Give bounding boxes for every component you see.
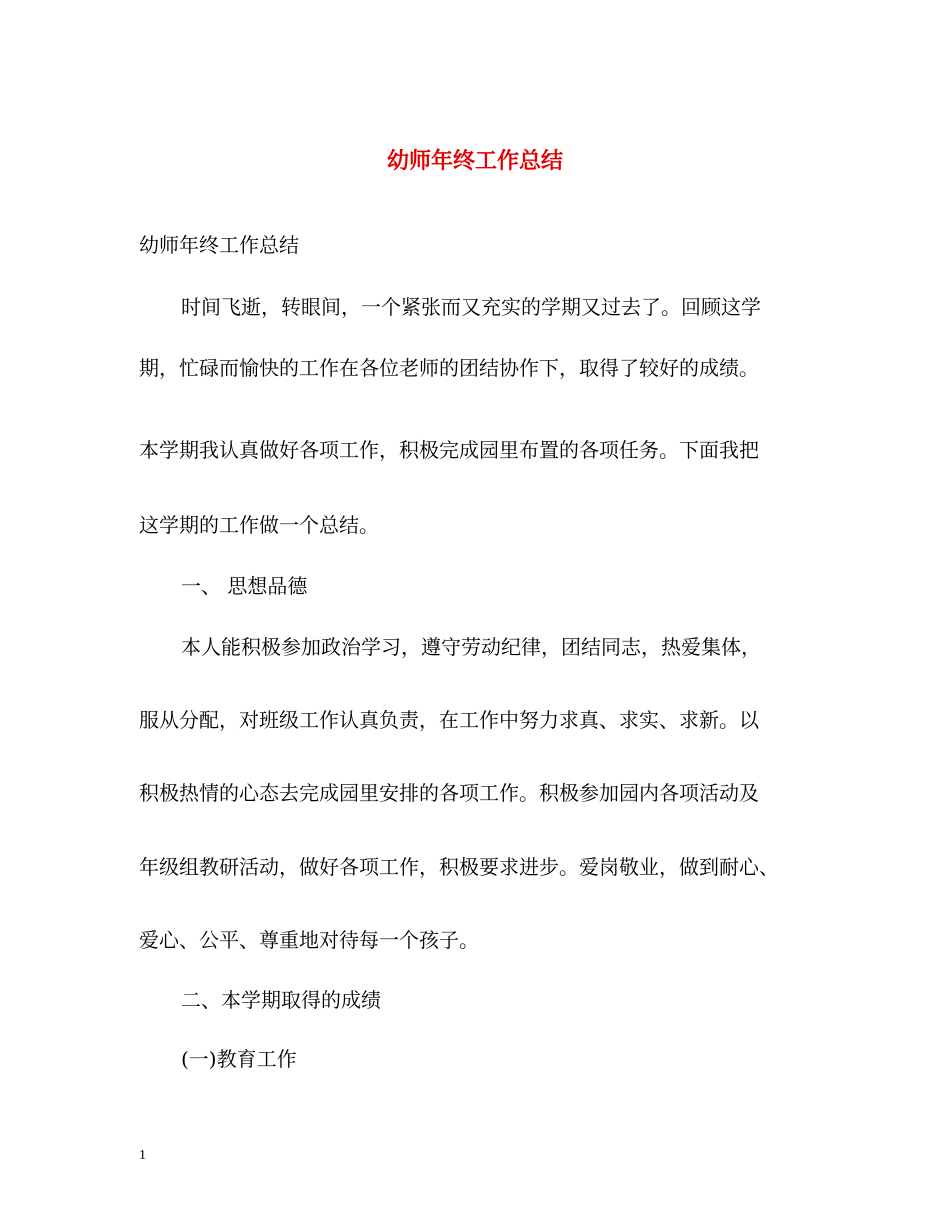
page-number: 1 (139, 1148, 146, 1163)
paragraph-line: 年级组教研活动，做好各项工作，积极要求进步。爱岗敬业，做到耐心、 (139, 855, 779, 879)
section-heading: 二、本学期取得的成绩 (181, 988, 381, 1012)
paragraph-line: 本学期我认真做好各项工作，积极完成园里布置的各项任务。下面我把 (139, 438, 759, 462)
paragraph-line: 时间飞逝，转眼间，一个紧张而又充实的学期又过去了。回顾这学 (181, 295, 761, 319)
paragraph-line: 积极热情的心态去完成园里安排的各项工作。积极参加园内各项活动及 (139, 781, 759, 805)
paragraph-line: 爱心、公平、尊重地对待每一个孩子。 (139, 928, 479, 952)
paragraph-line: 期，忙碌而愉快的工作在各位老师的团结协作下，取得了较好的成绩。 (139, 356, 759, 380)
subsection-heading: (一)教育工作 (181, 1047, 297, 1071)
document-subtitle: 幼师年终工作总结 (139, 233, 299, 257)
paragraph-line: 这学期的工作做一个总结。 (139, 513, 379, 537)
paragraph-line: 服从分配，对班级工作认真负责，在工作中努力求真、求实、求新。以 (139, 708, 759, 732)
paragraph-line: 本人能积极参加政治学习，遵守劳动纪律，团结同志，热爱集体， (181, 635, 761, 659)
document-title: 幼师年终工作总结 (386, 148, 563, 174)
section-heading: 一、 思想品德 (181, 574, 308, 598)
